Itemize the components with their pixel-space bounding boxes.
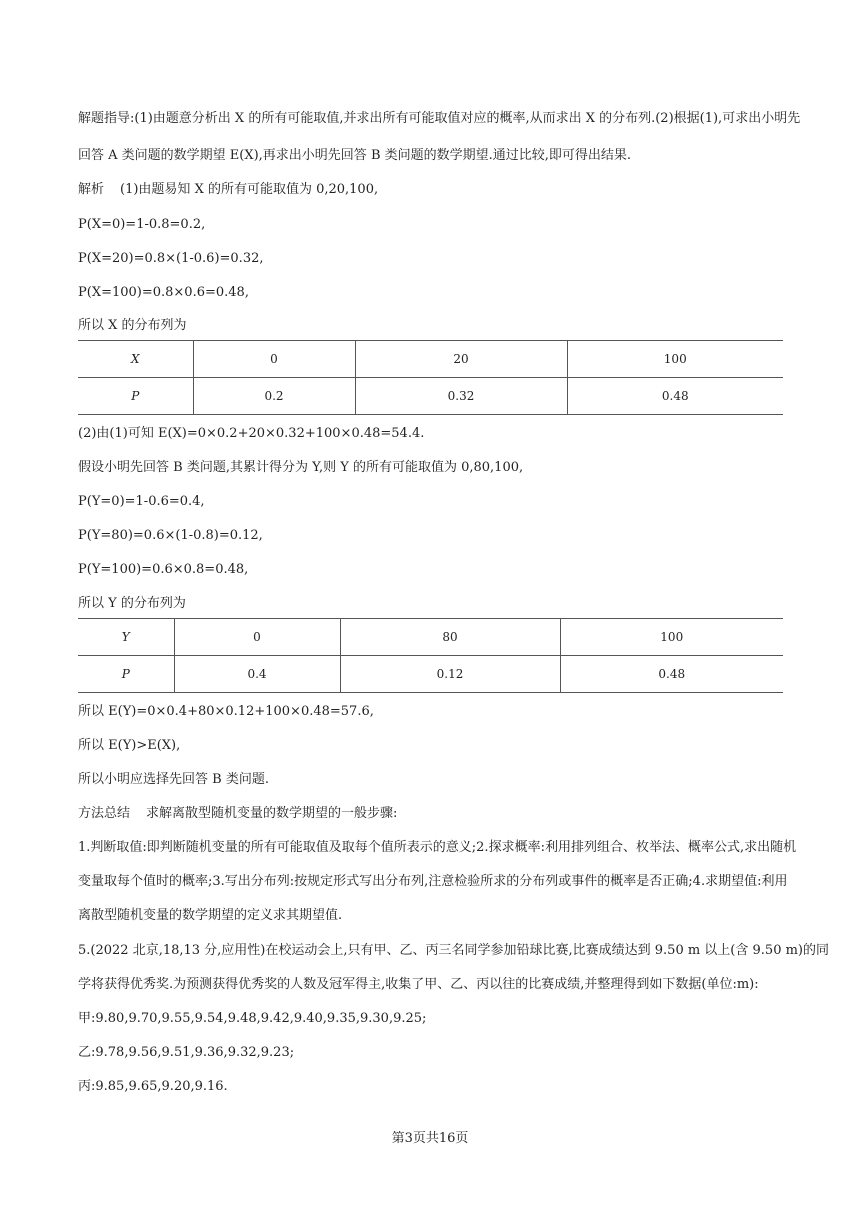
table-row — [78, 341, 783, 378]
assume-b-first: 假设小明先回答 B 类问题,其累计得分为 Y,则 Y 的所有可能取值为 0,80,100, — [78, 460, 524, 475]
prob-y0: P(Y=0)=1-0.6=0.4, — [78, 494, 205, 509]
table-cell: 0.32 — [355, 378, 567, 415]
hint-line-2: 回答 A 类问题的数学期望 E(X),再求出小明先回答 B 类问题的数学期望.通过比较,即可得出结果. — [78, 148, 632, 163]
table-cell: 0 — [174, 619, 340, 656]
method-step-line-3: 离散型随机变量的数学期望的定义求其期望值. — [78, 908, 343, 923]
data-yi: 乙:9.78,9.56,9.51,9.36,9.32,9.23; — [78, 1045, 295, 1060]
method-summary-text: 求解离散型随机变量的数学期望的一般步骤: — [146, 806, 398, 821]
x-distribution-intro: 所以 X 的分布列为 — [78, 318, 187, 333]
problem-5-line-2: 学将获得优秀奖.为预测获得优秀奖的人数及冠军得主,收集了甲、乙、丙以往的比赛成绩,并整理得到如下数据(单位:m): — [78, 977, 759, 992]
prob-y80: P(Y=80)=0.6×(1-0.8)=0.12, — [78, 528, 263, 543]
prob-x20: P(X=20)=0.8×(1-0.6)=0.32, — [78, 251, 264, 266]
table-cell: P — [78, 656, 174, 693]
table-cell: 0.48 — [567, 378, 783, 415]
table-cell: 80 — [340, 619, 560, 656]
table-cell: 0.4 — [174, 656, 340, 693]
data-jia: 甲:9.80,9.70,9.55,9.54,9.48,9.42,9.40,9.35,9.30,9.25; — [78, 1011, 427, 1026]
prob-x0: P(X=0)=1-0.8=0.2, — [78, 217, 206, 232]
table-row — [78, 378, 783, 415]
data-bing: 丙:9.85,9.65,9.20,9.16. — [78, 1079, 228, 1094]
solution-text: (1)由题易知 X 的所有可能取值为 0,20,100, — [120, 182, 379, 197]
comparison-line: 所以 E(Y)>E(X), — [78, 738, 181, 753]
table-cell: 100 — [567, 341, 783, 378]
prob-y100: P(Y=100)=0.6×0.8=0.48, — [78, 562, 249, 577]
table-cell: 20 — [355, 341, 567, 378]
prob-x100: P(X=100)=0.8×0.6=0.48, — [78, 285, 249, 300]
table-cell: Y — [78, 619, 174, 656]
table-row — [78, 656, 783, 693]
method-summary-heading — [78, 804, 790, 824]
table-row — [78, 619, 783, 656]
page-footer: 第3页共16页 — [391, 1131, 469, 1146]
problem-5-line-1: 5.(2022 北京,18,13 分,应用性)在校运动会上,只有甲、乙、丙三名同学参加铅球比赛,比赛成绩达到 9.50 m 以上(含 9.50 m)的同 — [78, 943, 829, 958]
table-cell: 100 — [560, 619, 783, 656]
y-distribution-intro: 所以 Y 的分布列为 — [78, 596, 186, 611]
expectation-y: 所以 E(Y)=0×0.4+80×0.12+100×0.48=57.6, — [78, 704, 374, 719]
table-cell: 0.48 — [560, 656, 783, 693]
expectation-x: (2)由(1)可知 E(X)=0×0.2+20×0.32+100×0.48=54.4. — [78, 426, 425, 441]
method-step-line-2: 变量取每个值时的概率;3.写出分布列:按规定形式写出分布列,注意检验所求的分布列或事件的概率是否正确;4.求期望值:利用 — [78, 874, 788, 889]
method-summary-label: 方法总结 — [78, 806, 131, 821]
method-step-line-1: 1.判断取值:即判断随机变量的所有可能取值及取每个值所表示的意义;2.探求概率:利用排列组合、枚举法、概率公式,求出随机 — [78, 840, 797, 855]
hint-line-1: 解题指导:(1)由题意分析出 X 的所有可能取值,并求出所有可能取值对应的概率,从而求出 X 的分布列.(2)根据(1),可求出小明先 — [78, 111, 801, 126]
solution-heading-line — [78, 180, 790, 200]
table-cell: P — [78, 378, 193, 415]
y-distribution-table — [78, 618, 783, 693]
x-distribution-table — [78, 340, 783, 415]
table-cell: 0.12 — [340, 656, 560, 693]
solution-label: 解析 — [78, 182, 105, 197]
table-cell: X — [78, 341, 193, 378]
table-cell: 0 — [193, 341, 355, 378]
table-cell: 0.2 — [193, 378, 355, 415]
conclusion-line: 所以小明应选择先回答 B 类问题. — [78, 772, 269, 787]
